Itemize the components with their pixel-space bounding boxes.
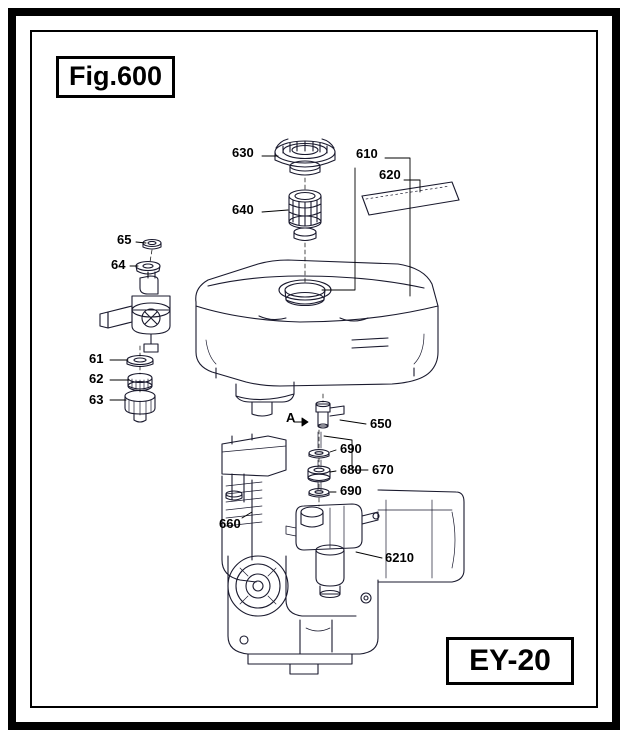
- callout-64: 64: [111, 257, 126, 272]
- callout-690-upper: 690: [340, 441, 362, 456]
- callout-670: 670: [372, 462, 394, 477]
- callout-63: 63: [89, 392, 104, 407]
- callout-61: 61: [89, 351, 104, 366]
- figure-title-box: Fig.600: [56, 56, 175, 98]
- model-code-box: EY-20: [446, 637, 574, 685]
- callout-65: 65: [117, 232, 132, 247]
- callout-630: 630: [232, 145, 254, 160]
- callout-680: 680: [340, 462, 362, 477]
- callout-62: 62: [89, 371, 104, 386]
- callout-620: 620: [379, 167, 401, 182]
- callout-690-lower: 690: [340, 483, 362, 498]
- callout-section-a: A: [286, 410, 296, 425]
- callout-660: 660: [219, 516, 241, 531]
- inner-frame: [30, 30, 598, 708]
- callout-650: 650: [370, 416, 392, 431]
- callout-6210: 6210: [385, 550, 414, 565]
- callout-640: 640: [232, 202, 254, 217]
- callout-610: 610: [356, 146, 378, 161]
